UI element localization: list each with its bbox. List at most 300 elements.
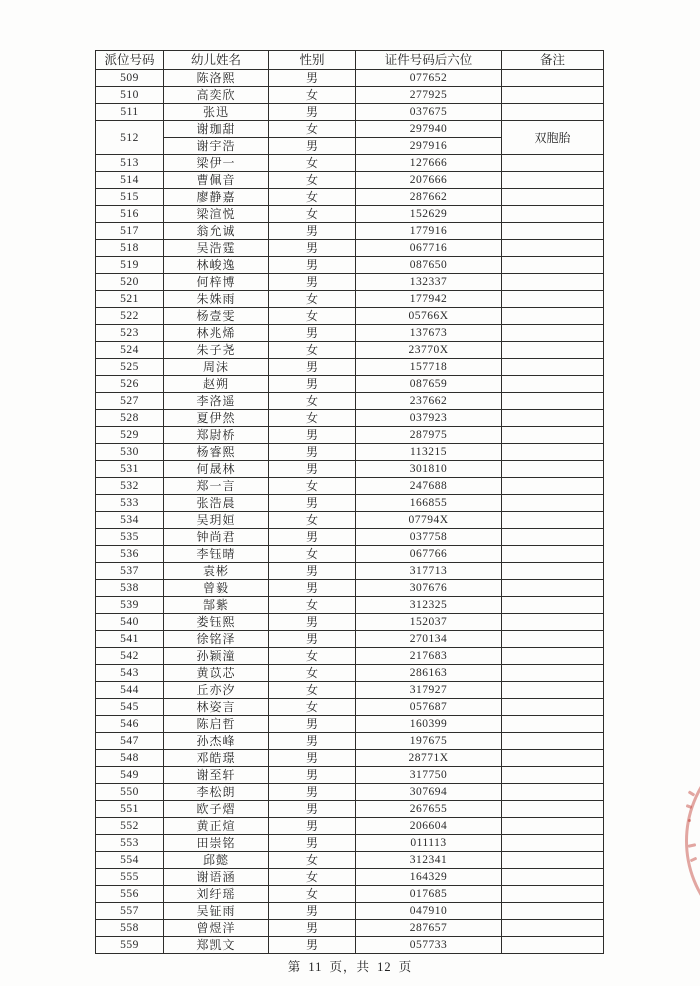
cell-id6: 037675 <box>356 104 502 121</box>
column-header: 备注 <box>502 51 604 70</box>
cell-number: 526 <box>96 376 164 393</box>
cell-id6: 217683 <box>356 648 502 665</box>
cell-note <box>502 937 604 954</box>
cell-number: 520 <box>96 274 164 291</box>
cell-id6: 307676 <box>356 580 502 597</box>
cell-number: 538 <box>96 580 164 597</box>
cell-note <box>502 801 604 818</box>
cell-note <box>502 546 604 563</box>
cell-gender: 男 <box>269 784 356 801</box>
cell-gender: 男 <box>269 801 356 818</box>
cell-note <box>502 682 604 699</box>
cell-gender: 女 <box>269 869 356 886</box>
cell-gender: 男 <box>269 104 356 121</box>
cell-id6: 206604 <box>356 818 502 835</box>
cell-id6: 113215 <box>356 444 502 461</box>
cell-number: 531 <box>96 461 164 478</box>
cell-id6: 160399 <box>356 716 502 733</box>
cell-note <box>502 767 604 784</box>
cell-id6: 087650 <box>356 257 502 274</box>
cell-gender: 男 <box>269 903 356 920</box>
cell-gender: 男 <box>269 138 356 155</box>
table-row <box>96 257 604 274</box>
cell-id6: 037758 <box>356 529 502 546</box>
cell-number: 541 <box>96 631 164 648</box>
cell-note <box>502 104 604 121</box>
cell-number: 524 <box>96 342 164 359</box>
cell-id6: 312325 <box>356 597 502 614</box>
cell-number: 540 <box>96 614 164 631</box>
cell-number: 527 <box>96 393 164 410</box>
cell-number: 513 <box>96 155 164 172</box>
table-row <box>96 869 604 886</box>
cell-gender: 女 <box>269 342 356 359</box>
cell-name: 钟尚君 <box>164 529 269 546</box>
cell-id6: 287657 <box>356 920 502 937</box>
cell-gender: 男 <box>269 716 356 733</box>
cell-note <box>502 70 604 87</box>
table-row <box>96 461 604 478</box>
cell-name: 吴钲雨 <box>164 903 269 920</box>
cell-id6: 23770X <box>356 342 502 359</box>
table-row <box>96 563 604 580</box>
cell-name: 谢珈甜 <box>164 121 269 138</box>
cell-id6: 164329 <box>356 869 502 886</box>
table-row <box>96 410 604 427</box>
cell-note <box>502 750 604 767</box>
cell-id6: 317927 <box>356 682 502 699</box>
column-header: 证件号码后六位 <box>356 51 502 70</box>
table-row <box>96 240 604 257</box>
cell-note <box>502 597 604 614</box>
cell-id6: 237662 <box>356 393 502 410</box>
cell-id6: 297940 <box>356 121 502 138</box>
cell-name: 李松朗 <box>164 784 269 801</box>
cell-gender: 男 <box>269 70 356 87</box>
cell-gender: 女 <box>269 546 356 563</box>
cell-name: 曹佩音 <box>164 172 269 189</box>
table-row <box>96 495 604 512</box>
cell-note <box>502 342 604 359</box>
table-row <box>96 291 604 308</box>
cell-number: 509 <box>96 70 164 87</box>
cell-number: 544 <box>96 682 164 699</box>
cell-id6: 28771X <box>356 750 502 767</box>
table-row <box>96 308 604 325</box>
cell-gender: 男 <box>269 444 356 461</box>
cell-note <box>502 410 604 427</box>
cell-number: 550 <box>96 784 164 801</box>
cell-gender: 男 <box>269 631 356 648</box>
cell-number: 510 <box>96 87 164 104</box>
cell-note <box>502 580 604 597</box>
cell-gender: 女 <box>269 393 356 410</box>
cell-name: 欧子熠 <box>164 801 269 818</box>
cell-gender: 男 <box>269 529 356 546</box>
cell-gender: 女 <box>269 682 356 699</box>
cell-number: 537 <box>96 563 164 580</box>
table-row <box>96 937 604 954</box>
cell-note <box>502 699 604 716</box>
cell-note <box>502 359 604 376</box>
cell-name: 谢语涵 <box>164 869 269 886</box>
cell-note <box>502 665 604 682</box>
cell-name: 袁彬 <box>164 563 269 580</box>
cell-name: 张浩晨 <box>164 495 269 512</box>
cell-id6: 270134 <box>356 631 502 648</box>
cell-name: 谢至轩 <box>164 767 269 784</box>
cell-id6: 077652 <box>356 70 502 87</box>
cell-id6: 286163 <box>356 665 502 682</box>
cell-name: 梁伊一 <box>164 155 269 172</box>
cell-gender: 男 <box>269 733 356 750</box>
cell-id6: 287662 <box>356 189 502 206</box>
table-row <box>96 512 604 529</box>
cell-id6: 017685 <box>356 886 502 903</box>
cell-note <box>502 648 604 665</box>
cell-name: 梁渲悦 <box>164 206 269 223</box>
cell-name: 谢宇浩 <box>164 138 269 155</box>
cell-number: 516 <box>96 206 164 223</box>
cell-gender: 女 <box>269 172 356 189</box>
cell-id6: 157718 <box>356 359 502 376</box>
cell-name: 林兆烯 <box>164 325 269 342</box>
table-row <box>96 665 604 682</box>
cell-name: 徐铭泽 <box>164 631 269 648</box>
cell-name: 杨睿熙 <box>164 444 269 461</box>
cell-name: 李钰晴 <box>164 546 269 563</box>
cell-number: 543 <box>96 665 164 682</box>
cell-note <box>502 274 604 291</box>
cell-note: 双胞胎 <box>502 121 604 155</box>
table-row <box>96 274 604 291</box>
cell-name: 曾毅 <box>164 580 269 597</box>
table-row <box>96 784 604 801</box>
cell-name: 黄苡芯 <box>164 665 269 682</box>
cell-gender: 男 <box>269 223 356 240</box>
cell-name: 陈启哲 <box>164 716 269 733</box>
column-header: 性别 <box>269 51 356 70</box>
cell-number: 546 <box>96 716 164 733</box>
cell-id6: 127666 <box>356 155 502 172</box>
cell-gender: 男 <box>269 495 356 512</box>
cell-number: 545 <box>96 699 164 716</box>
cell-number: 534 <box>96 512 164 529</box>
roster-table <box>95 50 604 954</box>
cell-note <box>502 240 604 257</box>
table-row <box>96 750 604 767</box>
cell-note <box>502 563 604 580</box>
cell-gender: 男 <box>269 240 356 257</box>
cell-id6: 067716 <box>356 240 502 257</box>
cell-number: 548 <box>96 750 164 767</box>
cell-number: 521 <box>96 291 164 308</box>
table-row <box>96 189 604 206</box>
cell-number: 528 <box>96 410 164 427</box>
cell-number: 551 <box>96 801 164 818</box>
table-row <box>96 87 604 104</box>
cell-number: 535 <box>96 529 164 546</box>
cell-id6: 057687 <box>356 699 502 716</box>
table-row <box>96 444 604 461</box>
cell-note <box>502 308 604 325</box>
cell-note <box>502 87 604 104</box>
cell-name: 郑凯文 <box>164 937 269 954</box>
cell-name: 李洛遥 <box>164 393 269 410</box>
cell-id6: 05766X <box>356 308 502 325</box>
cell-gender: 女 <box>269 308 356 325</box>
cell-number: 557 <box>96 903 164 920</box>
table-row <box>96 699 604 716</box>
cell-number: 519 <box>96 257 164 274</box>
cell-number: 542 <box>96 648 164 665</box>
page-footer: 第 11 页，共 12 页 <box>287 960 413 974</box>
table-row <box>96 325 604 342</box>
cell-gender: 男 <box>269 835 356 852</box>
cell-number: 556 <box>96 886 164 903</box>
cell-gender: 男 <box>269 257 356 274</box>
cell-id6: 07794X <box>356 512 502 529</box>
table-row <box>96 546 604 563</box>
roster-table-body <box>96 70 604 954</box>
cell-name: 娄钰熙 <box>164 614 269 631</box>
cell-id6: 317750 <box>356 767 502 784</box>
table-row <box>96 104 604 121</box>
cell-name: 邱懿 <box>164 852 269 869</box>
cell-gender: 男 <box>269 376 356 393</box>
cell-gender: 男 <box>269 461 356 478</box>
cell-name: 何梓博 <box>164 274 269 291</box>
cell-note <box>502 325 604 342</box>
cell-gender: 女 <box>269 478 356 495</box>
column-header: 派位号码 <box>96 51 164 70</box>
cell-id6: 166855 <box>356 495 502 512</box>
cell-note <box>502 529 604 546</box>
cell-number: 514 <box>96 172 164 189</box>
cell-name: 林峻逸 <box>164 257 269 274</box>
cell-name: 杨壹雯 <box>164 308 269 325</box>
cell-number: 552 <box>96 818 164 835</box>
cell-note <box>502 376 604 393</box>
table-row <box>96 733 604 750</box>
cell-name: 张迅 <box>164 104 269 121</box>
table-row <box>96 342 604 359</box>
table-row <box>96 648 604 665</box>
table-row <box>96 835 604 852</box>
table-row <box>96 478 604 495</box>
cell-id6: 137673 <box>356 325 502 342</box>
cell-note <box>502 257 604 274</box>
cell-name: 周沫 <box>164 359 269 376</box>
cell-gender: 男 <box>269 274 356 291</box>
cell-note <box>502 393 604 410</box>
cell-name: 夏伊然 <box>164 410 269 427</box>
cell-id6: 247688 <box>356 478 502 495</box>
table-row <box>96 70 604 87</box>
cell-note <box>502 512 604 529</box>
table-row <box>96 682 604 699</box>
cell-gender: 男 <box>269 750 356 767</box>
table-row <box>96 580 604 597</box>
cell-gender: 女 <box>269 886 356 903</box>
cell-note <box>502 869 604 886</box>
cell-note <box>502 835 604 852</box>
cell-name: 朱子尧 <box>164 342 269 359</box>
table-row <box>96 767 604 784</box>
cell-note <box>502 155 604 172</box>
cell-note <box>502 291 604 308</box>
cell-note <box>502 784 604 801</box>
cell-gender: 男 <box>269 937 356 954</box>
cell-id6: 152629 <box>356 206 502 223</box>
cell-id6: 301810 <box>356 461 502 478</box>
cell-number: 515 <box>96 189 164 206</box>
cell-name: 廖静嘉 <box>164 189 269 206</box>
cell-gender: 女 <box>269 121 356 138</box>
cell-number: 511 <box>96 104 164 121</box>
table-row <box>96 852 604 869</box>
cell-name: 翁允诚 <box>164 223 269 240</box>
table-row <box>96 818 604 835</box>
cell-id6: 287975 <box>356 427 502 444</box>
cell-gender: 女 <box>269 852 356 869</box>
cell-note <box>502 852 604 869</box>
cell-note <box>502 223 604 240</box>
cell-name: 黄正煊 <box>164 818 269 835</box>
cell-number: 559 <box>96 937 164 954</box>
cell-id6: 132337 <box>356 274 502 291</box>
cell-number: 522 <box>96 308 164 325</box>
cell-note <box>502 495 604 512</box>
cell-id6: 087659 <box>356 376 502 393</box>
cell-gender: 女 <box>269 291 356 308</box>
cell-name: 何晟林 <box>164 461 269 478</box>
cell-note <box>502 920 604 937</box>
cell-number: 512 <box>96 121 164 155</box>
table-row <box>96 801 604 818</box>
cell-gender: 男 <box>269 614 356 631</box>
cell-gender: 男 <box>269 920 356 937</box>
cell-id6: 317713 <box>356 563 502 580</box>
cell-id6: 307694 <box>356 784 502 801</box>
table-row <box>96 359 604 376</box>
table-row <box>96 614 604 631</box>
cell-name: 吴玥姮 <box>164 512 269 529</box>
cell-number: 530 <box>96 444 164 461</box>
cell-id6: 177942 <box>356 291 502 308</box>
table-row <box>96 223 604 240</box>
red-seal-text-fragment <box>686 804 693 809</box>
table-row <box>96 155 604 172</box>
cell-gender: 男 <box>269 325 356 342</box>
table-row <box>96 631 604 648</box>
cell-note <box>502 631 604 648</box>
cell-note <box>502 206 604 223</box>
cell-name: 邓皓璟 <box>164 750 269 767</box>
cell-id6: 267655 <box>356 801 502 818</box>
cell-number: 533 <box>96 495 164 512</box>
cell-note <box>502 614 604 631</box>
cell-number: 553 <box>96 835 164 852</box>
cell-note <box>502 903 604 920</box>
cell-number: 549 <box>96 767 164 784</box>
table-row <box>96 716 604 733</box>
cell-id6: 037923 <box>356 410 502 427</box>
red-seal-text-fragment <box>688 790 696 796</box>
cell-number: 529 <box>96 427 164 444</box>
cell-gender: 女 <box>269 597 356 614</box>
cell-name: 丘亦汐 <box>164 682 269 699</box>
table-row <box>96 920 604 937</box>
cell-gender: 男 <box>269 563 356 580</box>
cell-name: 郑尉桥 <box>164 427 269 444</box>
cell-id6: 067766 <box>356 546 502 563</box>
cell-name: 朱姝雨 <box>164 291 269 308</box>
cell-name: 林姿言 <box>164 699 269 716</box>
cell-gender: 女 <box>269 189 356 206</box>
column-header: 幼儿姓名 <box>164 51 269 70</box>
table-row <box>96 121 604 138</box>
cell-note <box>502 461 604 478</box>
cell-id6: 057733 <box>356 937 502 954</box>
cell-name: 吴浩霆 <box>164 240 269 257</box>
cell-number: 539 <box>96 597 164 614</box>
cell-note <box>502 716 604 733</box>
cell-note <box>502 733 604 750</box>
cell-gender: 男 <box>269 359 356 376</box>
cell-note <box>502 886 604 903</box>
cell-name: 高奕欣 <box>164 87 269 104</box>
cell-gender: 男 <box>269 427 356 444</box>
cell-number: 547 <box>96 733 164 750</box>
cell-gender: 女 <box>269 512 356 529</box>
table-row <box>96 376 604 393</box>
cell-note <box>502 444 604 461</box>
cell-id6: 197675 <box>356 733 502 750</box>
cell-number: 525 <box>96 359 164 376</box>
cell-id6: 047910 <box>356 903 502 920</box>
table-row <box>96 206 604 223</box>
cell-gender: 女 <box>269 699 356 716</box>
cell-gender: 女 <box>269 410 356 427</box>
cell-number: 532 <box>96 478 164 495</box>
cell-note <box>502 427 604 444</box>
table-row <box>96 393 604 410</box>
cell-name: 郑一言 <box>164 478 269 495</box>
cell-name: 陈洛熙 <box>164 70 269 87</box>
cell-gender: 女 <box>269 87 356 104</box>
red-seal-partial <box>685 733 700 949</box>
cell-id6: 312341 <box>356 852 502 869</box>
cell-gender: 女 <box>269 155 356 172</box>
cell-id6: 152037 <box>356 614 502 631</box>
cell-id6: 177916 <box>356 223 502 240</box>
cell-name: 曾煜洋 <box>164 920 269 937</box>
cell-gender: 女 <box>269 665 356 682</box>
table-row <box>96 903 604 920</box>
table-row <box>96 172 604 189</box>
cell-gender: 男 <box>269 580 356 597</box>
cell-gender: 男 <box>269 818 356 835</box>
table-row <box>96 597 604 614</box>
cell-id6: 277925 <box>356 87 502 104</box>
cell-number: 536 <box>96 546 164 563</box>
cell-number: 517 <box>96 223 164 240</box>
red-seal-dot <box>688 819 691 822</box>
table-row <box>96 427 604 444</box>
table-header-row <box>96 51 604 70</box>
cell-gender: 女 <box>269 648 356 665</box>
